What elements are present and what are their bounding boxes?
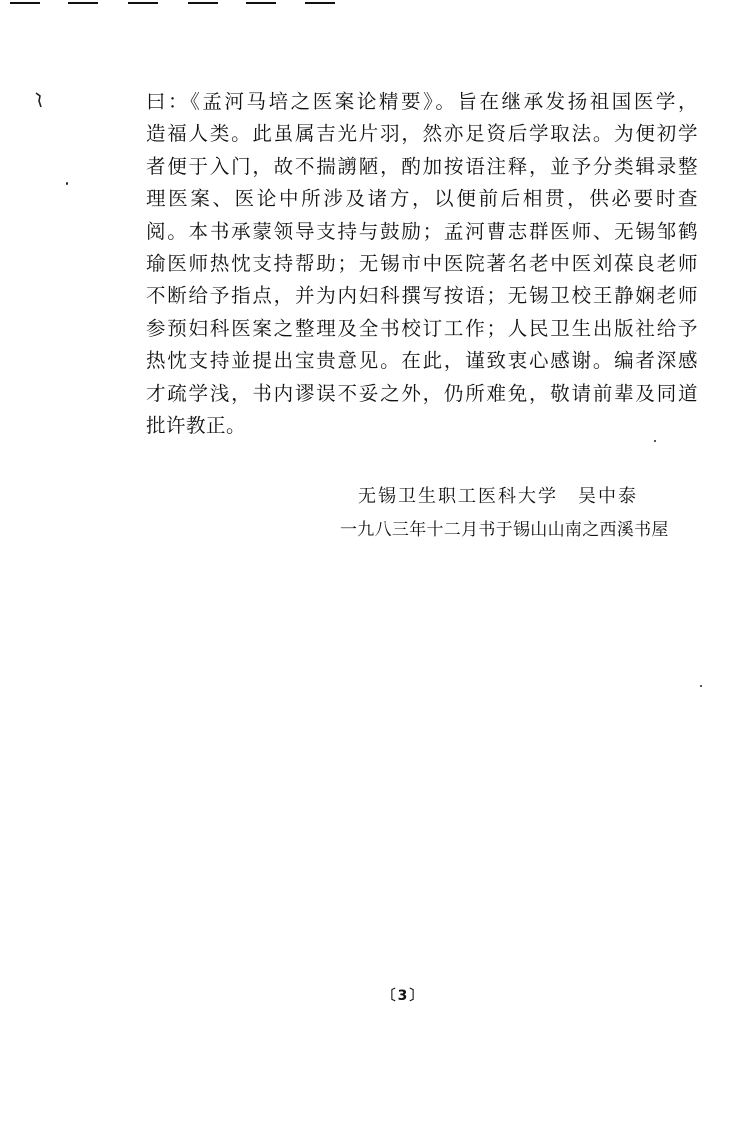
text-line: 才疏学浅，书内谬误不妥之外，仍所难免，敬请前辈及同道	[146, 381, 698, 405]
rule-segment	[246, 2, 276, 4]
scan-speck	[700, 685, 702, 687]
text-line: 曰：《孟河马培之医案论精要》。旨在继承发扬祖国医学，	[146, 90, 698, 113]
scan-speck-icon	[34, 92, 44, 110]
text-line: 阅。本书承蒙领导支持与鼓励；孟河曹志群医师、无锡邹鹤	[146, 219, 698, 243]
text-line: 者便于入门，故不揣謭陋，酌加按语注释，並予分类辑录整	[146, 154, 698, 178]
text-line: 参预妇科医案之整理及全书校订工作；人民卫生出版社给予	[146, 316, 698, 340]
rule-segment	[188, 2, 218, 4]
rule-segment	[68, 2, 98, 4]
text-line: 瑜医师热忱支持帮助；无锡市中医院著名老中医刘葆良老师	[146, 251, 698, 275]
signature-author: 无锡卫生职工医科大学 吴中泰	[358, 486, 638, 507]
rule-segment	[10, 2, 40, 4]
text-line: 批许教正。	[146, 413, 247, 437]
text-line: 造福人类。此虽属吉光片羽，然亦足资后学取法。为便初学	[146, 122, 698, 146]
text-line: 不断给予指点，并为内妇科撰写按语；无锡卫校王静娴老师	[146, 284, 698, 308]
signature-date-place: 一九八三年十二月书于锡山山南之西溪书屋	[340, 520, 669, 540]
scan-speck	[66, 182, 68, 185]
text-line: 热忱支持並提出宝贵意见。在此，谨致衷心感谢。编者深感	[146, 349, 698, 373]
text-line: 理医案、医论中所涉及诸方，以便前后相贯，供必要时查	[146, 187, 698, 211]
top-edge-rules	[0, 0, 736, 6]
rule-segment	[305, 2, 335, 4]
page-number: 〔3〕	[381, 988, 426, 1004]
preface-body	[146, 86, 698, 442]
margin-scan-mark	[34, 92, 44, 114]
rule-segment	[128, 2, 158, 4]
